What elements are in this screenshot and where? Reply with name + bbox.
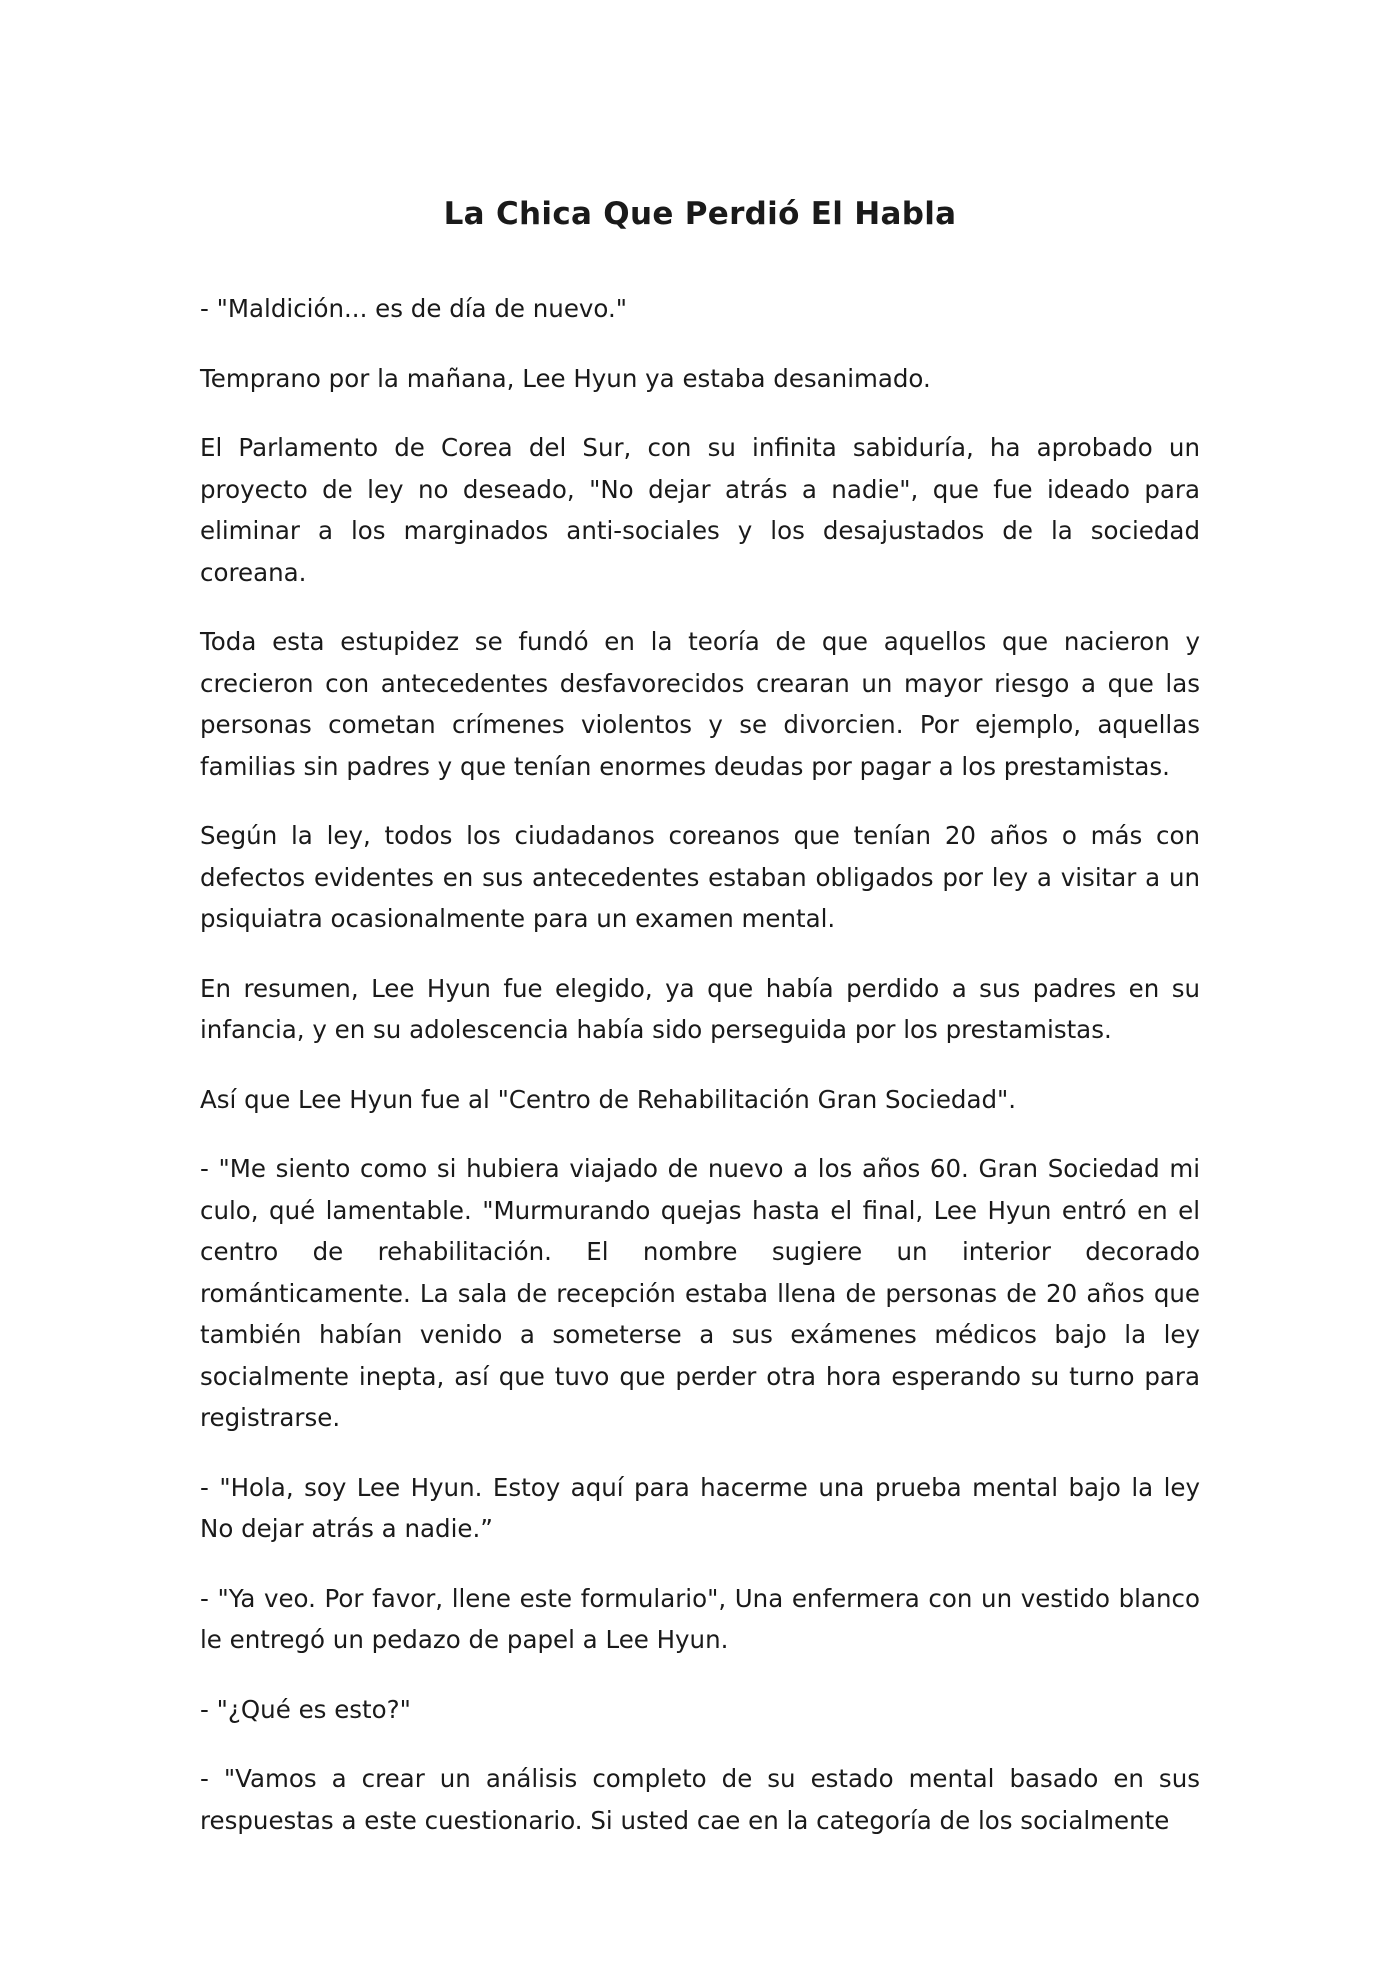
paragraph: - "¿Qué es esto?" [200,1694,411,1724]
paragraph: - "Ya veo. Por favor, llene este formulario", Una enfermera con un vestido blanco le entregó un pedazo de papel a Lee Hyun. [200,1583,1200,1654]
paragraph: - "Hola, soy Lee Hyun. Estoy aquí para hacerme una prueba mental bajo la ley No dejar atrás a nadie.” [200,1472,1200,1543]
paragraph: - "Me siento como si hubiera viajado de nuevo a los años 60. Gran Sociedad mi culo, qué lamentable. "Murmurando quejas hasta el final, Lee Hyun entró en el centro de rehabilitación. El nombre sugiere un interior decorado románticamente. La sala de recepción estaba llena de personas de 20 años que también habían venido a someterse a sus exámenes médicos bajo la ley socialmente inepta, así que tuvo que perder otra hora esperando su turno para registrarse. [200,1154,1200,1432]
document-title: La Chica Que Perdió El Habla [443,196,957,232]
paragraph: Toda esta estupidez se fundó en la teoría de que aquellos que nacieron y crecieron con antecedentes desfavorecidos crearan un mayor riesgo a que las personas cometan crímenes violentos y se divorcien. Por ejemplo, aquellas familias sin padres y que tenían enormes deudas por pagar a los prestamistas. [200,627,1200,781]
paragraph: Así que Lee Hyun fue al "Centro de Rehabilitación Gran Sociedad". [200,1084,1017,1114]
paragraph: - "Vamos a crear un análisis completo de su estado mental basado en sus respuestas a este cuestionario. Si usted cae en la categoría de los socialmente [200,1764,1200,1835]
document-body [200,288,1200,1869]
paragraph: Según la ley, todos los ciudadanos coreanos que tenían 20 años o más con defectos evidentes en sus antecedentes estaban obligados por ley a visitar a un psiquiatra ocasionalmente para un examen mental. [200,821,1200,933]
paragraph: - "Maldición... es de día de nuevo." [200,294,628,323]
paragraph: El Parlamento de Corea del Sur, con su infinita sabiduría, ha aprobado un proyecto de ley no deseado, "No dejar atrás a nadie", que fue ideado para eliminar a los marginados anti-sociales y los desajustados de la sociedad coreana. [200,433,1200,587]
paragraph: En resumen, Lee Hyun fue elegido, ya que había perdido a sus padres en su infancia, y en su adolescencia había sido perseguida por los prestamistas. [200,973,1200,1044]
paragraph: Temprano por la mañana, Lee Hyun ya estaba desanimado. [200,363,931,393]
